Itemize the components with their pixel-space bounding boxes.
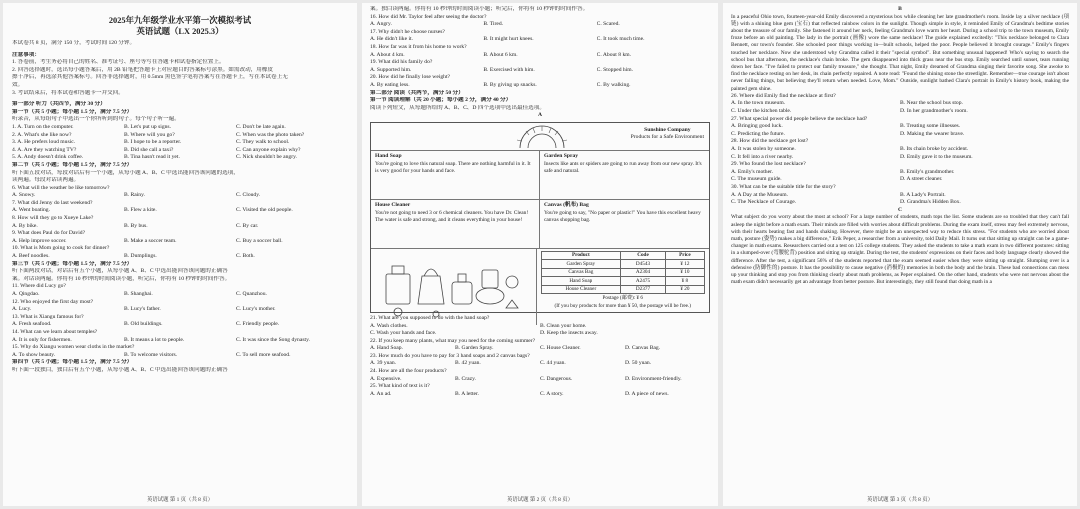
answer-option: B. About 6 km. — [483, 51, 518, 58]
answer-option: D. Making the wearer brave. — [900, 130, 965, 137]
answer-option: A. A Day at the Museum. — [731, 191, 789, 198]
section-desc: 读两遍。每段对话读两遍。 — [12, 177, 80, 184]
price-cell: House Cleaner — [541, 285, 621, 294]
answer-option: D. Keep the insects away. — [540, 330, 598, 337]
question-text: 12. Who enjoyed the first day most? — [12, 298, 94, 305]
intro-line: 2. 回答选择题时，选出每小题答案后，用 2B 铅笔把答题卡上对应题目的答案标号涂黑。如需改动，用橡皮 — [12, 66, 274, 73]
question-text: 22. If you keep many plants, what may you need for the coming summer? — [370, 337, 536, 344]
answer-option: 3. A. He prefers loud music. — [12, 139, 76, 146]
answer-option: D. A piece of news. — [625, 390, 669, 397]
exam-page-3 — [723, 3, 1077, 506]
section-heading: 第一节 阅读理解（共 20 小题；每小题 2 分，满分 40 分） — [370, 97, 512, 104]
question-text: 13. What is Xiangu famous for? — [12, 313, 84, 320]
product-card — [540, 151, 709, 200]
question-text: 27. What special power did people believe the necklace had? — [731, 115, 868, 122]
price-cell: D2377 — [621, 285, 666, 294]
options-row — [12, 321, 348, 329]
question-text: 10. What is Mom going to cook for dinner? — [12, 245, 110, 252]
sun-logo-icon — [514, 125, 570, 148]
price-header-cell: Price — [665, 251, 704, 260]
options-row — [731, 176, 1069, 184]
question-list — [12, 185, 348, 261]
answer-option: B. Tina hasn't read it yet. — [124, 154, 180, 161]
advertisement-box — [370, 122, 710, 313]
answer-option: C. By car. — [236, 222, 259, 229]
options-row — [731, 131, 1069, 139]
exam-page-2 — [362, 3, 718, 506]
question-text: 11. Where did Lucy go? — [12, 283, 66, 290]
answer-option: A. Supported him. — [370, 66, 412, 73]
answer-option: C. 44 yuan. — [540, 360, 566, 367]
answer-option: A. Emily's mother. — [731, 168, 774, 175]
product-text: You're not going to need 3 or 6 chemical cleaners. You have Dr. Clean! The water is safe and strong, and it cleans everything in your house! — [375, 209, 529, 223]
answer-option: B. It might hurt knees. — [483, 36, 534, 43]
answer-option: B. Shanghai. — [124, 291, 153, 297]
options-row — [370, 391, 710, 399]
answer-option: 2. A. What's she like now? — [12, 131, 72, 138]
options-row — [731, 146, 1069, 154]
answer-option: A. Fresh seafood. — [12, 321, 52, 328]
answer-option: C. Lucy's mother. — [236, 306, 276, 313]
company-block — [631, 127, 704, 141]
question-text: 17. Why didn't he choose nurses? — [370, 28, 445, 35]
answer-option: C. Buy a soccer ball. — [236, 237, 283, 244]
answer-option: C. A story. — [540, 390, 564, 397]
answer-option: 4. A. Are they watching TV? — [12, 146, 77, 153]
answer-option: C. Can anyone explain why? — [236, 146, 301, 153]
question-row — [12, 147, 348, 155]
answer-option: A. Beef noodles. — [12, 253, 50, 260]
postage-text: Postage (邮费): ¥ 6 — [602, 295, 643, 302]
products-sketch-icon — [378, 252, 528, 322]
price-cell: Garden Spray — [541, 260, 621, 269]
price-cell: A2475 — [621, 277, 666, 286]
question-text: 25. What kind of text is it? — [370, 383, 430, 390]
section-heading: 第三节（共 5 小题；每小题 1.5 分，满分 7.5 分） — [12, 260, 133, 267]
question-text: 20. How did he finally lose weight? — [370, 74, 451, 81]
answer-option: C. Predicting the future. — [731, 130, 785, 137]
answer-option: B. A Lady's Portrait. — [900, 191, 946, 198]
passage-letter: A — [537, 112, 543, 119]
options-row — [731, 169, 1069, 177]
answer-option: B. Did she call a taxi? — [124, 146, 174, 153]
intro-line: 3. 考试结束后，将本试卷和答题卡一并交回。 — [12, 89, 124, 96]
answer-option: B. Emily's grandmother. — [900, 168, 955, 175]
answer-option: C. It fell into a river nearby. — [731, 153, 794, 160]
question-text: 26. Where did Emily find the necklace at first? — [731, 92, 836, 99]
product-card — [371, 151, 540, 200]
section-desc: 阅读下列短文，从每题所给的 A、B、C、D 四个选项中选出最佳选项。 — [370, 104, 545, 111]
answer-option: C. Both. — [236, 253, 255, 260]
intro-line: 注意事项： — [12, 51, 40, 58]
question-text: 15. Why do Xiangu women wear cloths in the market? — [12, 344, 135, 351]
answer-option: C. Friendly people. — [236, 321, 280, 328]
options-row — [731, 154, 1069, 162]
answer-option: C. To sell more seafood. — [236, 351, 291, 358]
answer-option: B. Lucy's father. — [124, 306, 161, 313]
question-text: 19. What did his family do? — [370, 59, 433, 66]
answer-option: 5. A. Andy doesn't drink coffee. — [12, 154, 84, 161]
answer-option: C. Quanzhou. — [236, 291, 267, 297]
section-heading: 第二节（共 5 小题；每小题 1.5 分，满分 7.5 分） — [12, 161, 133, 168]
answer-option: B. By bus. — [124, 222, 148, 229]
answer-option: C. Cloudy. — [236, 192, 261, 199]
product-heading: Canvas (帆布) Bag — [544, 201, 589, 208]
question-text: 28. How did the necklace get lost? — [731, 138, 809, 145]
price-cell: ¥ 8 — [665, 277, 704, 286]
price-cell: D4543 — [621, 260, 666, 269]
answer-option: B. Treating some illnesses. — [900, 123, 961, 130]
options-row — [731, 123, 1069, 131]
exam-page-1 — [3, 3, 357, 506]
answer-option: C. Scared. — [596, 21, 620, 28]
passage-letter: C — [897, 206, 903, 213]
question-text: 16. How did Mr. Taylor feel after seeing the doctor? — [370, 13, 487, 20]
options-row — [12, 352, 348, 360]
answer-option: C. Under the kitchen table. — [731, 108, 792, 115]
section-desc: 案。对话读两遍。你将有 10 秒钟的时间阅读小题，听完后，你将有 10 秒钟的时间作答。 — [12, 275, 231, 282]
answer-option: B. Old buildings. — [124, 321, 163, 328]
question-row — [12, 132, 348, 140]
answer-option: B. 42 yuan. — [455, 360, 481, 367]
answer-option: D. Emily gave it to the museum. — [900, 153, 973, 160]
price-row — [541, 277, 705, 286]
question-text: 30. What can be the suitable title for the story? — [731, 183, 836, 190]
answer-option: B. To welcome visitors. — [124, 351, 178, 358]
options-row — [370, 36, 710, 44]
section-desc: 听下面五段对话，每段对话后有一个小题，从每小题 A、B、C 中选出能回答该问题的选项， — [12, 169, 239, 176]
answer-option: A. He didn't like it. — [370, 36, 413, 43]
answer-option: C. When was the photo taken? — [236, 131, 305, 138]
answer-option: D. Canvas Bag. — [625, 345, 661, 352]
section-desc: 案。独白读两遍。你将有 10 秒钟的时间阅读小题；听完后，你将有 10 秒钟的时间作答。 — [370, 6, 589, 12]
price-list — [537, 249, 710, 325]
price-cell: A2304 — [621, 268, 666, 277]
product-text: You're going to say, "No paper or plastic!" You have this excellent heavy canvas shopping bag. — [544, 209, 701, 223]
section-desc: 听下面一段独白，独白后有五个小题，从每小题 A、B、C 中选出能回答该问题的正确答 — [12, 366, 228, 373]
page-footer: 英语试题 第 2 页（共 8 页） — [506, 497, 574, 503]
answer-option: C. They walk to school. — [236, 139, 290, 146]
question-row — [12, 124, 348, 132]
answer-option: A. To show beauty. — [12, 351, 56, 358]
answer-option: B. Dumplings. — [124, 253, 157, 260]
options-row — [370, 82, 710, 90]
options-row — [731, 199, 1069, 207]
answer-option: C. Don't be late again. — [236, 123, 286, 130]
options-row — [370, 376, 710, 384]
section-heading: 第四节（共 5 小题；每小题 1.5 分，满分 7.5 分） — [12, 359, 133, 366]
answer-option: C. It took much time. — [596, 36, 645, 43]
price-cell: ¥ 12 — [665, 260, 704, 269]
passage-letter: B — [898, 6, 902, 12]
answer-option: C. Visited the old people. — [236, 207, 293, 214]
answer-option: B. Garden Spray. — [455, 345, 494, 352]
options-row — [370, 52, 710, 60]
answer-option: A. It was stolen by someone. — [731, 145, 796, 152]
answer-option: B. Clean your home. — [540, 322, 587, 329]
passage-c-text: What subject do you worry about the most at school? For a large number of students, math tops the list. Some students are so troubled that they can't fall asleep the night before a math exam. Their minds are filled with worries about difficult problems. During the exam itself, stress may feel extremely nervous, with their hearts beating fast and hands shaking. However, there might be an unexpected way to reduce this stress. "For students who are worried about math, posture (姿势) makes a big difference," Erik Peper, a researcher from a university, told Daily Mail. It turns out that sitting up straight can be a game-changer in math exams. Researchers carried out a test on 125 college students. They asked the students to take a math exam in two different postures: sitting in a slumped-over (弯腰驼背) position and sitting up straight. During the test, the students' expressions on their faces and body language clearly showed the difference. After the test, a significant 56% of the students reported that the exam seemed easier when they were sitting up straight. Slumping over is a defensive (防御性的) posture. It has the possibility to cause negative (消极的) memories in both the body and the brain. These bad connections can mess up your thinking and stop you from thinking clearly about math problems, as Peper explained. On the other hand, students who were not nervous about the math exam didn't necessarily get an advantage from better posture. But interestingly, they still found that doing math in a — [731, 214, 1069, 286]
options-row — [731, 108, 1069, 116]
section-heading: 第一节（共 5 小题；每小题 1.5 分，满分 7.5 分） — [12, 108, 133, 115]
price-cell: Hand Soap — [541, 277, 621, 286]
postage-note: (If you buy products for more than ¥ 50, the postage will be free.) — [554, 303, 691, 309]
section-desc: 听下面两段对话，对话后有五个小题，从每小题 A、B、C 中选出能回答该问题的正确答 — [12, 268, 228, 275]
answer-option: C. Nick shouldn't be angry. — [236, 154, 297, 161]
options-row — [370, 360, 710, 368]
question-row — [12, 139, 348, 147]
options-row — [370, 345, 710, 353]
answer-option: A. Angry. — [370, 21, 392, 28]
answer-option: C. The museum guide. — [731, 176, 782, 183]
question-text: 14. What can we learn about temples? — [12, 328, 98, 335]
question-row — [12, 154, 348, 162]
answer-option: B. Where will you go? — [124, 131, 175, 138]
answer-option: A. In the town museum. — [731, 100, 786, 107]
options-row — [12, 291, 348, 299]
answer-option: D. Grandma's Hidden Box. — [900, 199, 961, 206]
answer-option: B. By giving up snacks. — [483, 81, 537, 88]
intro-line: 效。 — [12, 81, 24, 88]
price-table-header — [541, 251, 705, 260]
question-text: 9. What does Paul do for David? — [12, 230, 86, 237]
answer-option: A. An ad. — [370, 390, 392, 397]
answer-option: A. About 4 km. — [370, 51, 405, 58]
question-text: 7. What did Jenny do last weekend? — [12, 199, 93, 206]
answer-option: A. Bringing good luck. — [731, 123, 783, 130]
answer-option: 1. A. Turn on the computer. — [12, 123, 74, 130]
exam-subtitle: 英语试题（LX 2025.3） — [136, 27, 224, 36]
products-illustration — [371, 249, 537, 325]
question-text: 18. How far was it from his home to work? — [370, 43, 467, 50]
answer-option: B. Its chain broke by accident. — [900, 145, 969, 152]
answer-option: D. 50 yuan. — [625, 360, 652, 367]
answer-option: A. By bike. — [12, 222, 38, 229]
answer-option: B. Flew a kite. — [124, 207, 157, 214]
options-row — [731, 100, 1069, 108]
product-text: Insects like ants or spiders are going to run away from our new spray. It's safe and natural. — [544, 160, 702, 174]
answer-option: A. Went boating. — [12, 207, 50, 214]
question-text: 6. What will the weather be like tomorrow? — [12, 184, 110, 191]
answer-option: A. Hand Soap. — [370, 345, 403, 352]
price-table — [541, 251, 706, 295]
answer-option: D. Environment-friendly. — [625, 375, 682, 382]
options-row — [12, 253, 348, 261]
answer-option: A. Expensive. — [370, 375, 402, 382]
answer-option: D. A street cleaner. — [900, 176, 943, 183]
question-text: 29. Who found the lost necklace? — [731, 161, 806, 168]
question-list — [370, 14, 710, 90]
answer-option: B. Near the school bus stop. — [900, 100, 963, 107]
part-heading: 第二部分 阅读（共两节，满分 50 分） — [370, 89, 464, 96]
options-row — [12, 192, 348, 200]
answer-option: C. About 8 km. — [596, 51, 631, 58]
answer-option: C. It was since the Song dynasty. — [236, 336, 310, 343]
product-heading: Hand Soap — [375, 152, 402, 159]
price-row — [541, 260, 705, 269]
question-text: 21. What are you supposed to do with the hand soap? — [370, 314, 490, 321]
options-row — [370, 21, 710, 29]
options-row — [12, 306, 348, 314]
answer-option: A. 39 yuan. — [370, 360, 397, 367]
answer-option: D. In her grandmother's room. — [900, 108, 968, 115]
answer-option: B. A letter. — [455, 390, 479, 397]
price-row — [541, 268, 705, 277]
answer-option: A. It is only for fishermen. — [12, 336, 72, 343]
price-header-cell: Code — [621, 251, 666, 260]
options-row — [731, 192, 1069, 200]
answer-option: A. Help improve soccer. — [12, 237, 67, 244]
answer-option: B. I hope to be a reporter. — [124, 139, 182, 146]
answer-option: B. Exercised with him. — [483, 66, 535, 73]
price-cell: ¥ 20 — [665, 285, 704, 294]
options-row — [370, 67, 710, 75]
price-row — [541, 285, 705, 294]
answer-option: B. Rainy. — [124, 192, 145, 199]
answer-option: C. By walking. — [596, 81, 631, 88]
question-text: 24. How are all the four products? — [370, 368, 447, 375]
page-footer: 英语试题 第 1 页（共 8 页） — [146, 497, 214, 503]
price-cell: ¥ 10 — [665, 268, 704, 277]
intro-line: 擦干净后，再选涂其他答案标号。回答非选择题时，用 0.5mm 黑色签字笔将答案写在答题卡上，写在本试卷上无 — [12, 74, 288, 81]
options-row — [12, 238, 348, 246]
answer-option: B. Let's put up signs. — [124, 123, 172, 130]
page-footer: 英语试题 第 3 页（共 8 页） — [866, 497, 934, 503]
answer-option: B. It means a lot to people. — [124, 336, 185, 343]
question-list — [731, 93, 1069, 207]
answer-option: A. Lucy. — [12, 306, 32, 313]
options-row — [12, 223, 348, 231]
product-heading: Garden Spray — [544, 152, 579, 159]
question-text: 23. How much do you have to pay for 3 hand soaps and 2 canvas bags? — [370, 352, 530, 359]
options-row — [12, 337, 348, 345]
answer-option: A. Snowy. — [12, 192, 36, 199]
question-list — [370, 315, 710, 399]
answer-option: C. House Cleaner. — [540, 345, 581, 352]
intro-line: 1. 答卷前，考生务必将自己的姓名、准考证号、座号等写在答题卡和试卷指定位置上。 — [12, 59, 225, 66]
answer-option: C. Wash your hands and face. — [370, 330, 437, 337]
product-card — [371, 200, 540, 249]
product-heading: House Cleaner — [375, 201, 411, 208]
question-list — [12, 283, 348, 359]
price-header-cell: Product — [541, 251, 621, 260]
product-text: You're going to love this natural soap. There are nothing harmful in it. It is very good for your hands and face. — [375, 160, 531, 174]
part-heading: 第一部分 听力（共四节，满分 30 分） — [12, 101, 106, 108]
question-text: 8. How will they go to Xueye Lake? — [12, 215, 94, 222]
answer-option: C. The Necklace of Courage. — [731, 199, 797, 206]
answer-option: C. Dangerous. — [540, 375, 573, 382]
intro-line: 本试卷共 8 页，满分 150 分，考试时间 120 分钟。 — [12, 40, 136, 46]
price-cell: Canvas Bag — [541, 268, 621, 277]
company-name: Sunshine Company — [644, 126, 691, 133]
question-list — [12, 124, 348, 162]
section-desc: 听录音，从每组句子中选出一个你所听到的句子。每个句子听一遍。 — [12, 116, 180, 123]
answer-option: A. Wash clothes. — [370, 322, 408, 329]
options-row — [370, 330, 710, 338]
answer-option: A. Qingdao. — [12, 291, 40, 297]
answer-option: B. Crazy. — [455, 375, 476, 382]
answer-option: B. Tired. — [483, 21, 504, 28]
passage-b-text: In a peaceful Ohio town, fourteen-year-old Emily discovered a mysterious box while cleaning her late grandmother's room. Inside lay a silver necklace (项链) with a shining blue gem (宝石) that reflected rainbow colors in the sunlight. Though simple in style, it reminded Emily of Grandma's bedtime stories about the treasure of our family. She fastened it around her neck, feeling Grandma's love warm her heart. During a school trip to the town museum, Emily froze before an old painting. The lady in the portrait (画像) wore the same necklace! The guide explained excitedly: "This necklace belonged to Clara Bennett, our town's founder. She schooled poor things working in—built schools, helped the poor. People believed it brought courage." Emily's fingers touched her necklace. Now she understood why Grandma called it their "special symbol". But something unusual happened! Who's saying to search the school bus that afternoon, the necklace's chain broke. The gem disappeared into thick grass near the bus stop. Emily searched until sunset, tears running down her face. "I've failed to protect our family treasure," she thought. That night, Emily dreamed of Grandma singing their favorite song. She awoke to find the necklace resting on her desk, its chain perfectly repaired. A note read: "Found the shining stone the streetlight. Remember—true courage isn't about never falling things, but believing they'll return when needed. Love, Mom." Outside, sunlight bathed Clara's portrait in Emily's history book, making the painted gem shine. — [731, 13, 1069, 92]
exam-title: 2025年九年级学业水平第一次模拟考试 — [108, 16, 252, 25]
answer-option: C. Stopped him. — [596, 66, 634, 73]
answer-option: B. Make a soccer team. — [124, 237, 177, 244]
company-slogan: Products for a Safe Environment — [630, 133, 704, 140]
answer-option: A. By eating less. — [370, 81, 410, 88]
options-row — [12, 207, 348, 215]
product-card — [540, 200, 709, 249]
